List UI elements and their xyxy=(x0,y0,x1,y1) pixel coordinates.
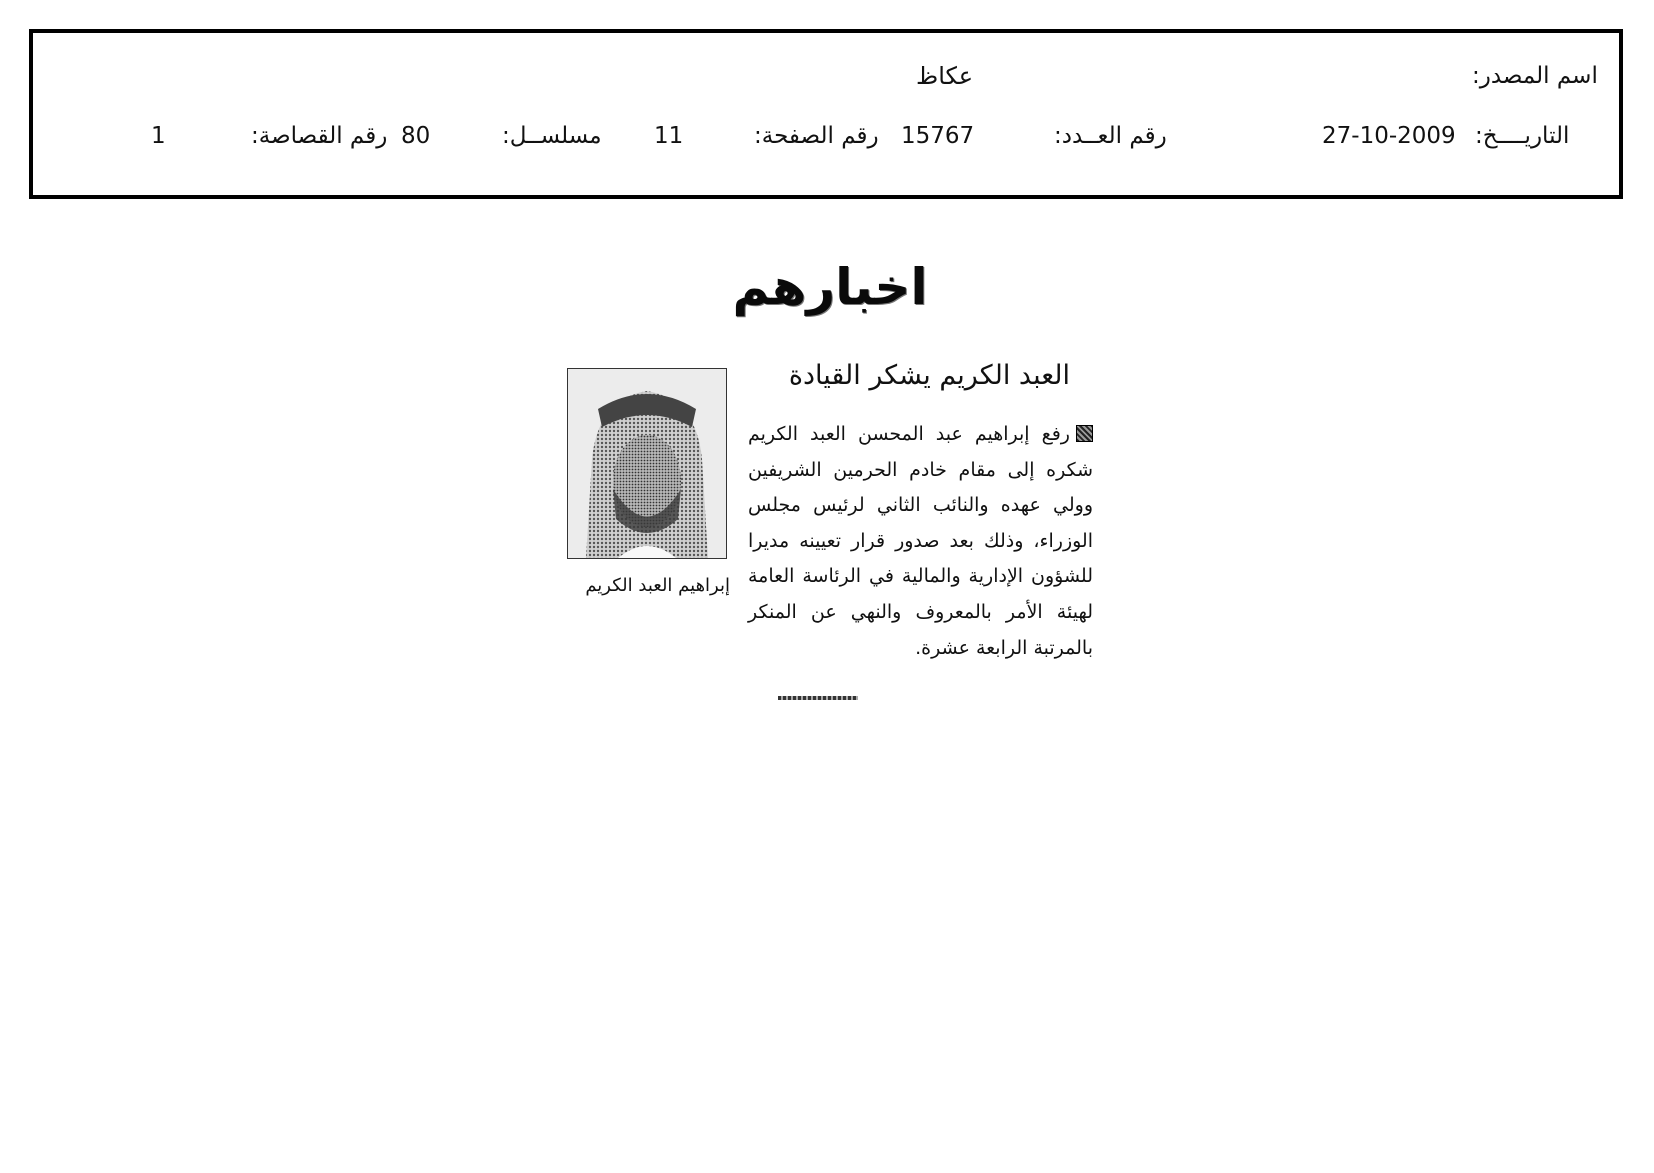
article-body-text: رفع إبراهيم عبد المحسن العبد الكريم شكره إلى مقام خادم الحرمين الشريفين وولي عهده والنائب الثاني لرئيس مجلس الوزراء، وذلك بعد صدور قرار تعيينه مديرا للشؤون الإدارية والمالية في الرئاسة العامة لهيئة الأمر بالمعروف والنهي عن المنكر بالمرتبة الرابعة عشرة. xyxy=(748,423,1093,659)
clipping-metadata-box xyxy=(29,29,1623,199)
article-body xyxy=(748,417,1093,666)
article-end-mark xyxy=(778,696,858,700)
portrait-figure-icon xyxy=(568,369,726,558)
serial-value: 80 xyxy=(401,123,431,149)
issue-label: رقم العــدد: xyxy=(1054,123,1167,149)
clipping-value: 1 xyxy=(151,123,166,149)
section-title: اخبارهم xyxy=(732,258,928,316)
date-value: 27-10-2009 xyxy=(1322,123,1456,149)
person-photo xyxy=(567,368,727,559)
photo-caption: إبراهيم العبد الكريم xyxy=(585,575,730,596)
bullet-icon xyxy=(1076,425,1093,442)
issue-value: 15767 xyxy=(901,123,975,149)
page-value: 11 xyxy=(654,123,684,149)
page-label: رقم الصفحة: xyxy=(754,123,879,149)
article-headline: العبد الكريم يشكر القيادة xyxy=(788,360,1070,391)
source-label: اسم المصدر: xyxy=(1472,63,1598,89)
source-value: عكاظ xyxy=(916,62,974,90)
date-label: التاريــــخ: xyxy=(1475,123,1570,149)
serial-label: مسلســل: xyxy=(502,123,602,149)
clipping-label: رقم القصاصة: xyxy=(251,123,388,149)
